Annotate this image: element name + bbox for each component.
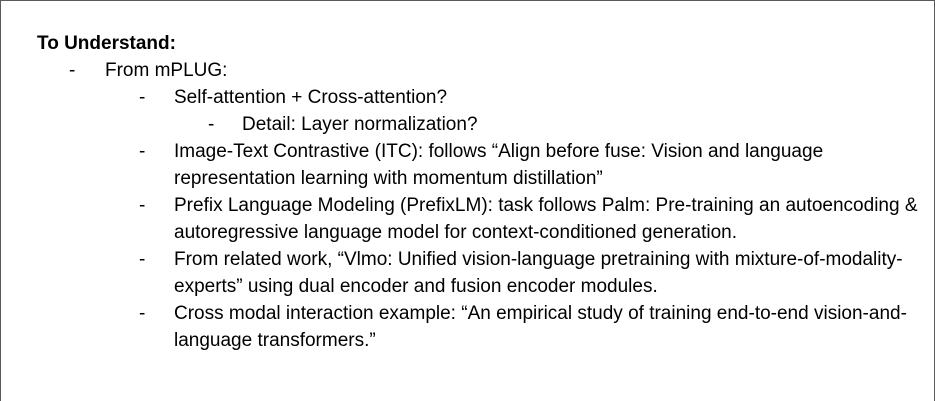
- notes-document: [37, 30, 934, 354]
- list-item-vlmo: [105, 246, 934, 300]
- bullet-dash: -: [139, 141, 146, 162]
- top-level-list: [37, 57, 934, 354]
- list-item-text: Detail: Layer normalization?: [242, 114, 478, 135]
- list-item-cross-modal: [105, 300, 934, 354]
- list-item-prefixlm: [105, 192, 934, 246]
- list-item-layer-norm: [174, 111, 934, 138]
- bullet-dash: -: [139, 303, 146, 324]
- bullet-dash: -: [139, 87, 146, 108]
- bullet-dash: -: [139, 249, 146, 270]
- list-item-text: Cross modal interaction example: “An empirical study of training end-to-end vision-and-language transformers.”: [174, 303, 907, 351]
- list-item-text: Self-attention + Cross-attention?: [174, 87, 448, 108]
- list-item-text: Image-Text Contrastive (ITC): follows “Align before fuse: Vision and language representation learning with momentum distillation”: [174, 141, 824, 189]
- nested-list: [105, 84, 934, 354]
- list-item-text: Prefix Language Modeling (PrefixLM): task follows Palm: Pre-training an autoencoding & autoregressive language model for context-conditioned generation.: [174, 195, 918, 243]
- list-item-attention: [105, 84, 934, 138]
- section-heading: To Understand:: [37, 33, 176, 54]
- list-item-from-mplug: [37, 57, 934, 354]
- list-item-text: From related work, “Vlmo: Unified vision-language pretraining with mixture-of-modality-experts” using dual encoder and fusion encoder modules.: [174, 249, 903, 297]
- bullet-dash: -: [208, 114, 215, 135]
- list-item-text: From mPLUG:: [105, 60, 228, 81]
- sub-nested-list: [174, 111, 934, 138]
- list-item-itc: [105, 138, 934, 192]
- bullet-dash: -: [69, 60, 76, 81]
- bullet-dash: -: [139, 195, 146, 216]
